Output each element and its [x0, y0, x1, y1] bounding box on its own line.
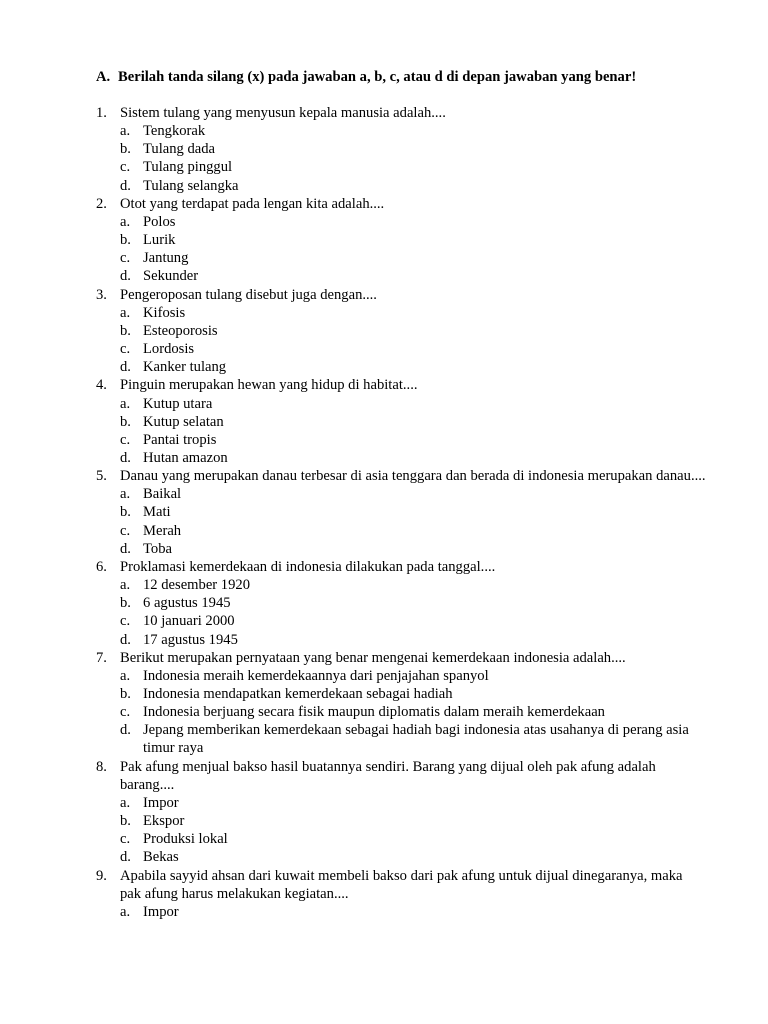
option-text: Lurik: [143, 232, 176, 249]
question-line: [96, 558, 706, 576]
option-text: Produksi lokal: [143, 831, 228, 848]
option-letter: c.: [120, 159, 131, 176]
section-instruction: Berilah tanda silang (x) pada jawaban a, b, c, atau d di depan jawaban yang benar!: [118, 69, 637, 85]
option-letter: b.: [120, 322, 131, 339]
section-marker: A.: [96, 69, 111, 85]
answer-option: [96, 340, 706, 358]
option-letter: a.: [120, 213, 131, 230]
question-text: Pinguin merupakan hewan yang hidup di habitat....: [120, 377, 418, 394]
question-line: [96, 286, 706, 304]
option-letter: d.: [120, 540, 131, 557]
option-letter: a.: [120, 123, 131, 140]
answer-option: [96, 213, 706, 231]
question-9: [96, 867, 706, 921]
answer-option: [96, 158, 706, 176]
answer-option: [96, 703, 706, 721]
question-4: [96, 376, 706, 467]
question-8: [96, 758, 706, 867]
answer-option: [96, 903, 706, 921]
option-letter: a.: [120, 304, 131, 321]
question-2: [96, 195, 706, 286]
question-3: [96, 286, 706, 377]
option-text: Ekspor: [143, 813, 185, 830]
option-letter: b.: [120, 413, 131, 430]
answer-option: [96, 794, 706, 812]
answer-option: [96, 848, 706, 866]
section-heading: [96, 67, 636, 87]
question-5: [96, 467, 706, 558]
question-line: [96, 758, 706, 794]
option-letter: c.: [120, 704, 131, 721]
option-text: Merah: [143, 522, 182, 539]
question-list: [96, 104, 706, 921]
answer-option: [96, 685, 706, 703]
option-letter: c.: [120, 250, 131, 267]
question-text: Sistem tulang yang menyusun kepala manusia adalah....: [120, 105, 446, 121]
question-text: Berikut merupakan pernyataan yang benar mengenai kemerdekaan indonesia adalah....: [120, 649, 626, 666]
option-text: Pantai tropis: [143, 431, 217, 448]
question-number: 5.: [96, 468, 107, 485]
option-text: 12 desember 1920: [143, 577, 250, 594]
question-line: [96, 649, 706, 667]
option-letter: d.: [120, 177, 131, 194]
question-number: 9.: [96, 867, 107, 884]
option-text: Esteoporosis: [143, 322, 218, 339]
answer-option: [96, 231, 706, 249]
answer-option: [96, 358, 706, 376]
question-number: 6.: [96, 558, 107, 575]
option-text: Tulang pinggul: [143, 159, 233, 176]
question-line: [96, 376, 706, 394]
answer-option: [96, 177, 706, 195]
answer-option: [96, 413, 706, 431]
answer-option: [96, 304, 706, 322]
question-number: 3.: [96, 286, 107, 303]
option-letter: d.: [120, 722, 131, 739]
question-text: Danau yang merupakan danau terbesar di asia tenggara dan berada di indonesia merupakan danau....: [120, 468, 706, 485]
option-text: Indonesia mendapatkan kemerdekaan sebagai hadiah: [143, 686, 453, 702]
answer-option: [96, 594, 706, 612]
option-text: Kifosis: [143, 304, 186, 321]
option-letter: a.: [120, 794, 131, 811]
question-text: Otot yang terdapat pada lengan kita adalah....: [120, 195, 385, 212]
option-letter: b.: [120, 595, 131, 612]
question-text: Apabila sayyid ahsan dari kuwait membeli bakso dari pak afung untuk dijual dinegaranya, maka pak afung harus melakukan kegiatan....: [120, 867, 683, 902]
question-number: 1.: [96, 105, 107, 121]
option-text: Jantung: [143, 250, 189, 267]
option-text: Bekas: [143, 849, 179, 866]
option-text: 17 agustus 1945: [143, 631, 238, 648]
question-line: [96, 104, 706, 122]
option-text: Hutan amazon: [143, 449, 228, 466]
option-letter: a.: [120, 667, 131, 684]
answer-option: [96, 522, 706, 540]
option-text: Indonesia meraih kemerdekaannya dari penjajahan spanyol: [143, 667, 489, 684]
question-number: 8.: [96, 758, 107, 775]
question-text: Proklamasi kemerdekaan di indonesia dilakukan pada tanggal....: [120, 558, 496, 575]
option-text: Indonesia berjuang secara fisik maupun diplomatis dalam meraih kemerdekaan: [143, 704, 605, 721]
answer-option: [96, 449, 706, 467]
option-letter: d.: [120, 268, 131, 285]
answer-option: [96, 631, 706, 649]
option-letter: b.: [120, 232, 131, 249]
answer-option: [96, 485, 706, 503]
option-text: Kanker tulang: [143, 359, 227, 376]
answer-option: [96, 267, 706, 285]
option-letter: b.: [120, 686, 131, 702]
question-text: Pengeroposan tulang disebut juga dengan....: [120, 286, 377, 303]
option-letter: b.: [120, 141, 131, 158]
option-text: 10 januari 2000: [143, 613, 235, 630]
question-7: [96, 649, 706, 758]
answer-option: [96, 721, 706, 757]
option-letter: c.: [120, 522, 131, 539]
option-text: Polos: [143, 213, 176, 230]
option-letter: c.: [120, 341, 131, 358]
option-letter: d.: [120, 849, 131, 866]
option-letter: a.: [120, 577, 131, 594]
option-text: Jepang memberikan kemerdekaan sebagai hadiah bagi indonesia atas usahanya di perang asia timur raya: [143, 722, 689, 757]
answer-option: [96, 830, 706, 848]
answer-option: [96, 249, 706, 267]
option-text: 6 agustus 1945: [143, 595, 231, 612]
answer-option: [96, 540, 706, 558]
option-letter: d.: [120, 631, 131, 648]
question-line: [96, 467, 706, 485]
option-text: Baikal: [143, 486, 182, 503]
option-text: Impor: [143, 794, 179, 811]
option-letter: d.: [120, 449, 131, 466]
option-letter: c.: [120, 613, 131, 630]
option-text: Kutup utara: [143, 395, 213, 412]
option-text: Kutup selatan: [143, 413, 224, 430]
option-text: Mati: [143, 504, 171, 521]
option-text: Toba: [143, 540, 172, 557]
question-number: 7.: [96, 649, 107, 666]
option-letter: b.: [120, 813, 131, 830]
option-letter: c.: [120, 831, 131, 848]
option-letter: a.: [120, 486, 131, 503]
question-text: Pak afung menjual bakso hasil buatannya sendiri. Barang yang dijual oleh pak afung adalah barang....: [120, 758, 656, 793]
answer-option: [96, 322, 706, 340]
answer-option: [96, 576, 706, 594]
option-letter: b.: [120, 504, 131, 521]
answer-option: [96, 431, 706, 449]
question-line: [96, 867, 706, 903]
answer-option: [96, 667, 706, 685]
option-text: Tulang selangka: [143, 177, 239, 194]
option-letter: c.: [120, 431, 131, 448]
option-text: Lordosis: [143, 341, 195, 358]
option-letter: a.: [120, 903, 131, 920]
answer-option: [96, 612, 706, 630]
answer-option: [96, 122, 706, 140]
option-text: Tulang dada: [143, 141, 216, 158]
question-number: 4.: [96, 377, 107, 394]
question-6: [96, 558, 706, 649]
answer-option: [96, 395, 706, 413]
question-line: [96, 195, 706, 213]
answer-option: [96, 503, 706, 521]
option-letter: d.: [120, 359, 131, 376]
question-1: [96, 104, 706, 195]
option-text: Sekunder: [143, 268, 199, 285]
question-number: 2.: [96, 195, 107, 212]
option-text: Impor: [143, 903, 179, 920]
option-text: Tengkorak: [143, 123, 206, 140]
answer-option: [96, 140, 706, 158]
answer-option: [96, 812, 706, 830]
option-letter: a.: [120, 395, 131, 412]
